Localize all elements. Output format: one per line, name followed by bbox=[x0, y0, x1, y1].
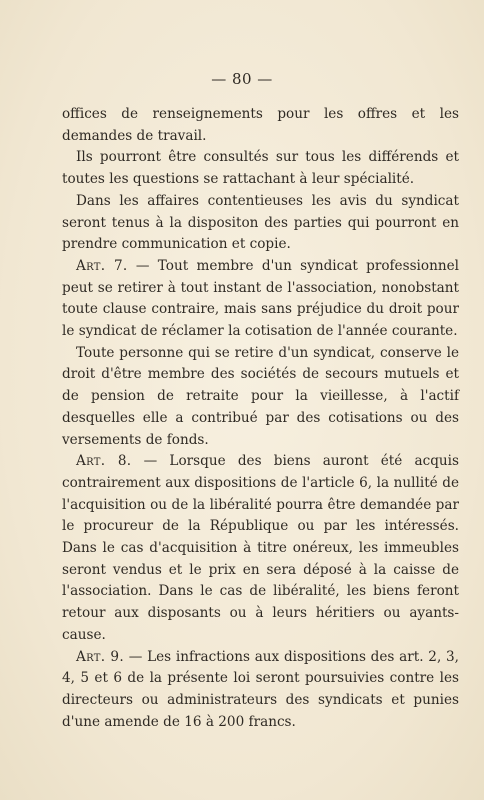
article-label: Art. 9. bbox=[76, 648, 124, 665]
article-text: — Lorsque des biens auront été acquis contrairement aux dispositions de l'article 6, la nullité de l'acquisition ou de la libéralité pourra être demandée par le procureur de la République ou par les intéressés. Dans le cas d'acquisition à titre onéreux, les immeubles seront vendus et le prix en sera déposé à la caisse de l'association. Dans le cas de libéralité, les biens feront retour aux disposants ou à leurs héritiers ou ayants-cause. bbox=[62, 453, 459, 643]
article-label: Art. 7. bbox=[76, 257, 128, 274]
article-8 bbox=[62, 451, 459, 646]
paragraph bbox=[62, 343, 459, 452]
paragraph bbox=[62, 191, 459, 256]
paragraph-text: Dans les affaires contentieuses les avis du syndicat seront tenus à la dispositon des parties qui pourront en prendre communication et copie. bbox=[62, 192, 459, 253]
paragraph-text: offices de renseignements pour les offres et les demandes de travail. bbox=[62, 106, 459, 144]
paragraph-text: Toute personne qui se retire d'un syndicat, conserve le droit d'être membre des sociétés de secours mutuels et de pension de retraite pour la vieillesse, à l'actif desquelles elle a contribué par des cotisations ou des versements de fonds. bbox=[62, 344, 459, 448]
article-text: — Tout membre d'un syndicat professionnel peut se retirer à tout instant de l'association, nonobstant toute clause contraire, mais sans préjudice du droit pour le syndicat de réclamer la cotisation de l'année courante. bbox=[62, 257, 459, 340]
article-text: — Les infractions aux dispositions des art. 2, 3, 4, 5 et 6 de la présente loi seront poursuivies contre les directeurs ou administrateurs des syndicats et punies d'une amende de 16 à 200 francs. bbox=[62, 648, 459, 730]
paragraph bbox=[62, 147, 459, 190]
body-text bbox=[62, 104, 459, 733]
article-label: Art. 8. bbox=[76, 453, 132, 470]
paragraph-text: Ils pourront être consultés sur tous les différends et toutes les questions se rattachant à leur spécialité. bbox=[62, 149, 459, 188]
page-number: — 80 — bbox=[211, 70, 273, 88]
article-9 bbox=[62, 647, 459, 734]
paragraph-continuation bbox=[62, 104, 459, 147]
article-7 bbox=[62, 256, 459, 343]
